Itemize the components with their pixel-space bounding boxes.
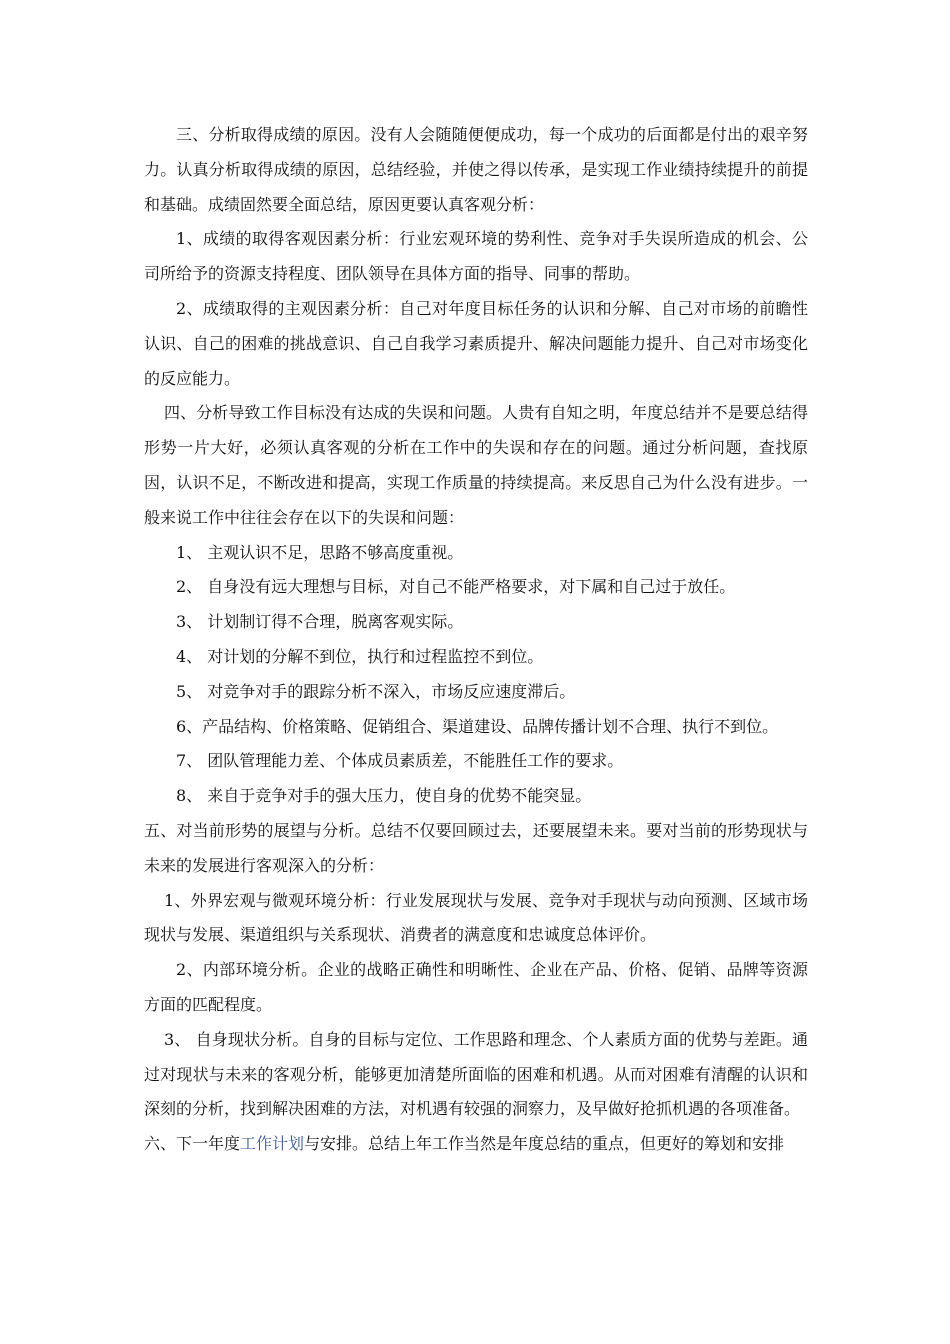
list-item: 5、 对竞争对手的跟踪分析不深入，市场反应速度滞后。 bbox=[176, 681, 576, 701]
paragraph-section-5: 五、对当前形势的展望与分析。总结不仅要回顾过去，还要展望未来。要对当前的形势现状与未来的发展进行客观深入的分析： bbox=[144, 820, 808, 875]
paragraph-section-3: 三、分析取得成绩的原因。没有人会随随便便成功，每一个成功的后面都是付出的艰辛努力。认真分析取得成绩的原因，总结经验，并使之得以传承，是实现工作业绩持续提升的前提和基础。成绩固然要全面总结，原因更要认真客观分析： bbox=[144, 125, 808, 214]
list-item: 2、 自身没有远大理想与目标，对自己不能严格要求，对下属和自己过于放任。 bbox=[176, 577, 736, 597]
list-item: 8、 来自于竞争对手的强大压力，使自身的优势不能突显。 bbox=[176, 786, 592, 806]
list-item: 4、 对计划的分解不到位，执行和过程监控不到位。 bbox=[176, 646, 544, 666]
list-item: 1、 主观认识不足，思路不够高度重视。 bbox=[176, 542, 464, 562]
paragraph-internal-analysis: 2、内部环境分析。企业的战略正确性和明晰性、企业在产品、价格、促销、品牌等资源方面的匹配程度。 bbox=[144, 960, 808, 1014]
paragraph-external-analysis: 1、外界宏观与微观环境分析：行业发展现状与发展、竞争对手现状与动向预测、区域市场现状与发展、渠道组织与关系现状、消费者的满意度和忠诚度总体评价。 bbox=[144, 890, 808, 945]
document-body bbox=[144, 118, 808, 1162]
work-plan-link[interactable]: 工作计划 bbox=[240, 1134, 305, 1154]
section-6-prefix: 六、下一年度 bbox=[144, 1134, 241, 1154]
paragraph-objective-factors: 1、成绩的取得客观因素分析：行业宏观环境的势利性、竞争对手失误所造成的机会、公司所给予的资源支持程度、团队领导在具体方面的指导、同事的帮助。 bbox=[144, 229, 808, 284]
paragraph-section-4: 四、分析导致工作目标没有达成的失误和问题。人贵有自知之明，年度总结并不是要总结得形势一片大好，必须认真客观的分析在工作中的失误和存在的问题。通过分析问题，查找原因，认识不足，不断改进和提高，实现工作质量的持续提高。来反思自己为什么没有进步。一般来说工作中往往会存在以下的失误和问题： bbox=[144, 403, 808, 527]
section-6-suffix: 与安排。总结上年工作当然是年度总结的重点，但更好的筹划和安排 bbox=[304, 1134, 785, 1154]
list-item: 3、 计划制订得不合理，脱离客观实际。 bbox=[176, 612, 464, 632]
paragraph-subjective-factors: 2、成绩取得的主观因素分析：自己对年度目标任务的认识和分解、自己对市场的前瞻性认识、自己的困难的挑战意识、自己自我学习素质提升、解决问题能力提升、自己对市场变化的反应能力。 bbox=[144, 298, 808, 388]
paragraph-section-6 bbox=[144, 1127, 808, 1162]
list-item: 7、 团队管理能力差、个体成员素质差，不能胜任工作的要求。 bbox=[176, 751, 624, 771]
paragraph-self-analysis: 3、 自身现状分析。自身的目标与定位、工作思路和理念、个人素质方面的优势与差距。通过对现状与未来的客观分析，能够更加清楚所面临的困难和机遇。从而对困难有清醒的认识和深刻的分析，找到解决困难的方法，对机遇有较强的洞察力，及早做好抢抓机遇的各项准备。 bbox=[144, 1029, 808, 1119]
list-item: 6、产品结构、价格策略、促销组合、渠道建设、品牌传播计划不合理、执行不到位。 bbox=[176, 716, 779, 736]
